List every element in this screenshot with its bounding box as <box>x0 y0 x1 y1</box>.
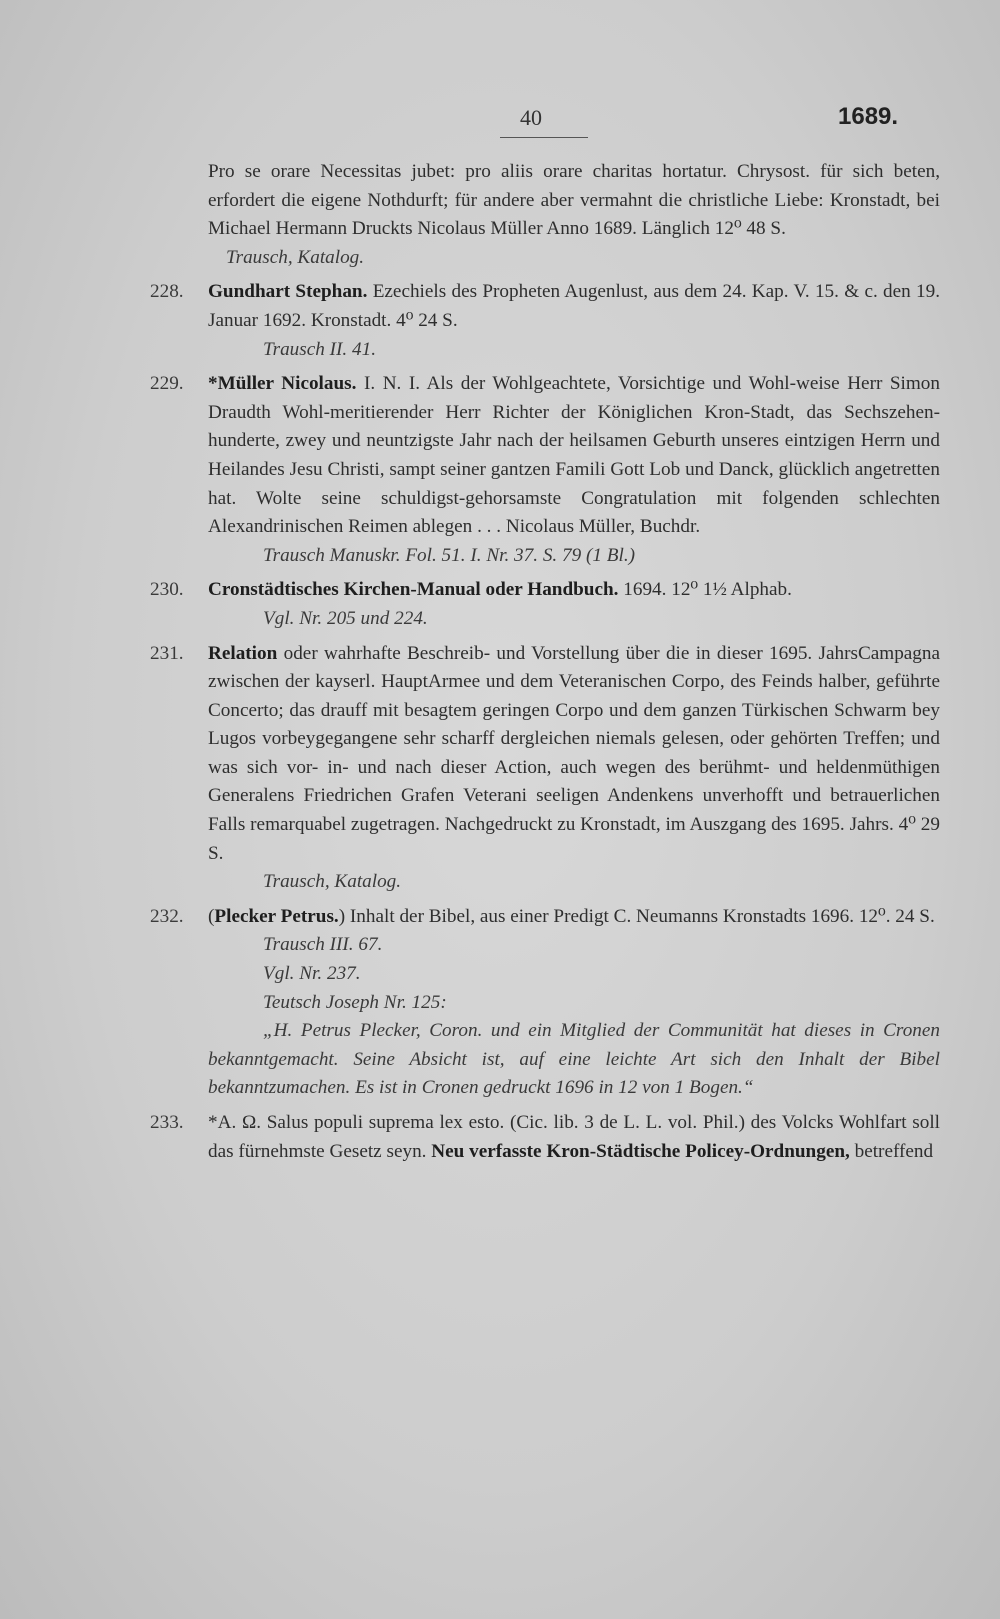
entry-text <box>208 576 940 605</box>
entry-reference: Trausch III. 67. <box>263 934 383 956</box>
paren-open: ( <box>208 905 215 927</box>
entry-reference: Trausch Manuskr. Fol. 51. I. Nr. 37. S. 79 (1 Bl.) <box>263 544 636 566</box>
entry-reference: Trausch, Katalog. <box>263 871 402 893</box>
entry-description: Inhalt der Bibel, aus einer Predigt C. Neumanns Kronstadts 1696. 12⁰. 24 S. <box>349 905 935 927</box>
entry-233 <box>150 1109 940 1166</box>
entry-232 <box>150 903 940 1103</box>
entry-231 <box>150 640 940 897</box>
entry-description: *A. Ω. Salus populi suprema lex esto. (Cic. lib. 3 de L. L. vol. Phil.) des Volcks Wohlfart soll das fürnehmste Gesetz seyn. <box>208 1112 940 1162</box>
entry-title: Neu verfasste Kron-Städtische Policey-Ordnungen, <box>431 1140 850 1162</box>
entry-reference: Vgl. Nr. 205 und 224. <box>263 607 428 629</box>
entry-number: 229. <box>150 373 184 395</box>
entry-number: 231. <box>150 642 184 664</box>
entry-number: 228. <box>150 281 184 303</box>
entry-228 <box>150 278 940 364</box>
entry-title: Cronstädtisches Kirchen-Manual oder Handbuch. <box>208 579 619 601</box>
entry-text <box>208 278 940 335</box>
entry-author: Plecker Petrus. <box>214 905 339 927</box>
entry-description: 1694. 12⁰ 1½ Alphab. <box>623 579 792 601</box>
page-number: 40 <box>520 105 542 130</box>
entry-description: oder wahrhafte Beschreib- und Vorstellung über die in dieser 1695. JahrsCampagna zwischen der kayserl. HauptArmee und dem Veteranischen Corpo, des Feinds halber, geführte Concerto; das drauff mit besagtem geringen Corpo und dem ganzen Türkischen Schwarm bey Lugos vorbeygegangene sehr scharff dergleichen niemals gelesen, oder gehörten Treffen; und was sich vor- in- und nach dieser Action, auch wegen des berühmt- und heldenmüthigen Generalens Friedrichen Grafen Veterani seeligen Andenkens unverhofft und betrauerlichen Falls remarquabel zugetragen. Nachgedruckt zu Kronstadt, im Auszgang des 1695. Jahrs. 4⁰ 29 S. <box>208 642 941 864</box>
entry-text <box>208 640 940 869</box>
entry-number: 233. <box>150 1112 184 1133</box>
intro-entry <box>150 158 940 272</box>
entry-description: Ezechiels des Propheten Augenlust, aus dem 24. Kap. V. 15. & c. den 19. Januar 1692. Kronstadt. 4⁰ 24 S. <box>208 281 941 331</box>
entry-number: 232. <box>150 905 184 927</box>
intro-reference: Trausch, Katalog. <box>226 246 365 268</box>
quote-text: „H. Petrus Plecker, Coron. und ein Mitglied der Communität hat dieses in Cronen bekanntgemacht. Seine Absicht ist, auf eine leichte Art sich den Inhalt der Bibel bekanntzumachen. Es ist in Cronen gedruckt 1696 in 12 von 1 Bogen.“ <box>208 1020 940 1099</box>
page-header <box>0 105 1000 145</box>
entry-description: I. N. I. Als der Wohlgeachtete, Vorsichtige und Wohl-weise Herr Simon Draudth Wohl-meritierender Herr Richter der Königlichen Kron-Stadt, das Sechszehen-hunderte, zwey und neuntzigste Jahr nach der heilsamen Geburth unseres eintzigen Herrn und Heilandes Jesu Christi, sampt seiner gantzen Famili Gott Lob und Danck, glücklich angetretten hat. Wolte seine schuldigst-gehorsamste Congratulation mit folgenden schlechten Alexandrinischen Reimen ablegen . . . Nicolaus Müller, Buchdr. <box>208 373 940 538</box>
entry-number: 230. <box>150 579 184 601</box>
entry-229 <box>150 370 940 570</box>
entry-title: Relation <box>208 642 278 664</box>
entry-reference: Vgl. Nr. 237. <box>263 963 361 985</box>
entry-reference: Teutsch Joseph Nr. 125: <box>263 991 447 1013</box>
paren-close: ) <box>338 905 346 927</box>
entry-quote <box>208 1017 940 1103</box>
entry-description-tail: betreffend <box>854 1140 934 1162</box>
entry-230 <box>150 576 940 633</box>
entry-text <box>208 903 940 932</box>
page-body <box>150 158 940 1166</box>
entry-reference: Trausch II. 41. <box>263 338 376 360</box>
intro-text: Pro se orare Necessitas jubet: pro aliis orare charitas hortatur. Chrysost. für sich beten, erfordert die eigene Nothdurft; für andere aber vermahnt die christliche Liebe: Kronstadt, bei Michael Hermann Druckts Nicolaus Müller Anno 1689. Länglich 12⁰ 48 S. <box>208 161 940 240</box>
entry-text <box>208 370 940 542</box>
entry-author: Gundhart Stephan. <box>208 281 368 303</box>
entry-author: *Müller Nicolaus. <box>208 373 357 395</box>
page-year: 1689. <box>838 103 899 130</box>
entry-text <box>208 1109 940 1166</box>
header-rule <box>500 137 588 138</box>
